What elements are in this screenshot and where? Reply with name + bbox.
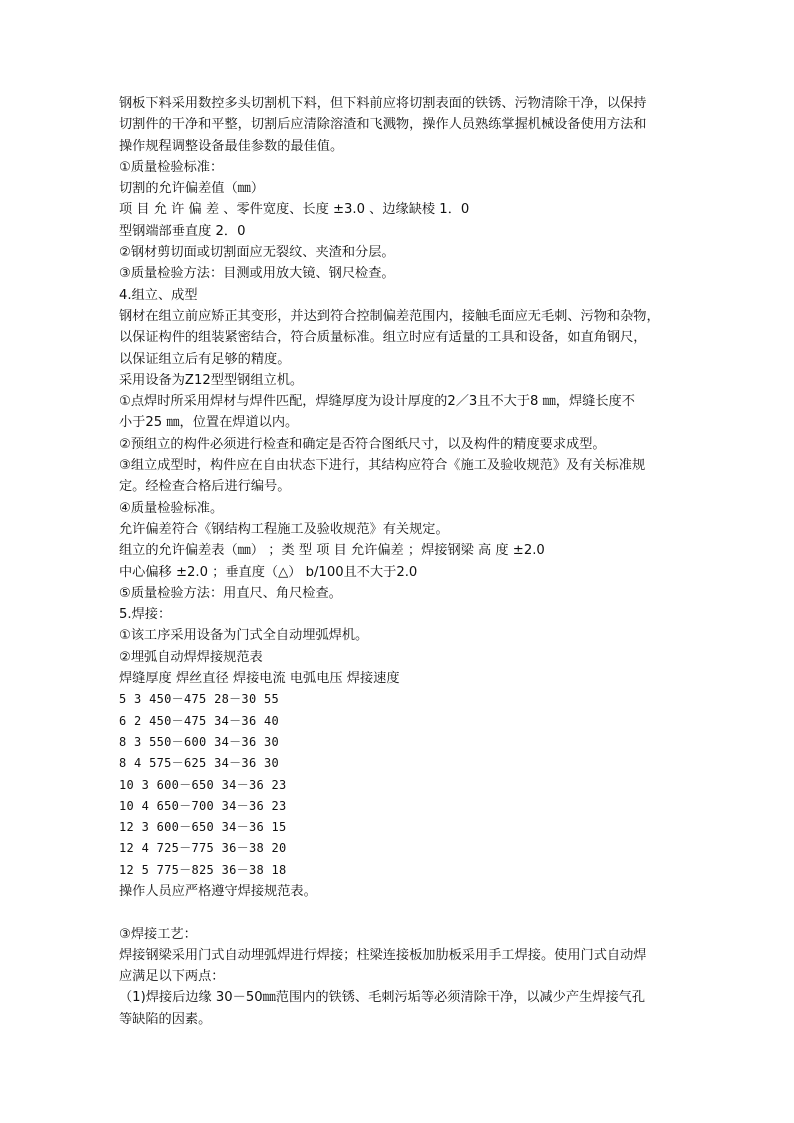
- paragraph-line: 操作规程调整设备最佳参数的最佳值。: [119, 138, 344, 154]
- blank-line: [119, 902, 685, 923]
- section-heading: 4.组立、成型: [119, 287, 198, 303]
- paragraph-line: 操作人员应严格遵守焊接规范表。: [119, 883, 317, 899]
- table-row: 10 3 600－650 34－36 23: [119, 777, 287, 792]
- paragraph-line: 小于25 ㎜，位置在焊道以内。: [119, 415, 299, 431]
- paragraph-line: 焊接钢梁采用门式自动埋弧焊进行焊接；柱梁连接板加肋板采用手工焊接。使用门式自动焊: [119, 947, 647, 963]
- table-row: 8 3 550－600 34－36 30: [119, 734, 280, 749]
- paragraph-line: 允许偏差符合《钢结构工程施工及验收规范》有关规定。: [119, 521, 449, 537]
- section-heading: ④质量检验标准。: [119, 500, 224, 516]
- table-row: 12 5 775－825 36－38 18: [119, 862, 287, 877]
- paragraph-line: 中心偏移 ±2.0 ；垂直度（△） b/100且不大于2.0: [119, 564, 418, 580]
- paragraph-line: （1)焊接后边缘 30－50㎜范围内的铁锈、毛刺污垢等必须清除干净，以减少产生焊接气孔: [119, 990, 646, 1006]
- paragraph-line: 组立的允许偏差表（㎜） ；类 型 项 目 允许偏差 ；焊接钢梁 高 度 ±2.0: [119, 543, 545, 559]
- paragraph-line: ①该工序采用设备为门式全自动埋弧焊机。: [119, 628, 369, 644]
- section-heading: ③焊接工艺：: [119, 926, 197, 942]
- paragraph-line: ①点焊时所采用焊材与焊件匹配，焊缝厚度为设计厚度的2／3且不大于8 ㎜，焊缝长度不: [119, 394, 635, 410]
- section-heading: ①质量检验标准：: [119, 159, 224, 175]
- table-row: 10 4 650－700 34－36 23: [119, 798, 287, 813]
- paragraph-line: ②钢材剪切面或切割面应无裂纹、夹渣和分层。: [119, 245, 395, 261]
- paragraph-line: 以保证构件的组装紧密结合，符合质量标准。组立时应有适量的工具和设备，如直角钢尺，: [119, 330, 647, 346]
- paragraph-line: 钢材在组立前应矫正其变形，并达到符合控制偏差范围内，接触毛面应无毛刺、污物和杂物，: [119, 308, 660, 324]
- paragraph-line: 钢板下料采用数控多头切割机下料，但下料前应将切割表面的铁锈、污物清除干净，以保持: [119, 96, 647, 111]
- paragraph-line: 定。经检查合格后进行编号。: [119, 479, 291, 495]
- paragraph-line: 项 目 允 许 偏 差 、零件宽度、长度 ±3.0 、边缘缺棱 1．0: [119, 202, 470, 218]
- paragraph-line: 型钢端部垂直度 2．0: [119, 223, 246, 239]
- table-row: 5 3 450－475 28－30 55: [119, 692, 280, 707]
- paragraph-line: ⑤质量检验方法：用直尺、角尺检查。: [119, 585, 342, 601]
- document-body: [119, 93, 685, 1030]
- table-row: 12 3 600－650 34－36 15: [119, 820, 287, 835]
- paragraph-line: 切割件的干净和平整，切割后应清除溶渣和飞溅物，操作人员熟练掌握机械设备使用方法和: [119, 117, 647, 133]
- table-header: 焊缝厚度 焊丝直径 焊接电流 电弧电压 焊接速度: [119, 671, 400, 687]
- paragraph-line: 应满足以下两点：: [119, 969, 225, 985]
- paragraph-line: 采用设备为Z12型型钢组立机。: [119, 372, 304, 388]
- paragraph-line: 以保证组立后有足够的精度。: [119, 351, 291, 367]
- paragraph-line: 等缺陷的因素。: [119, 1011, 212, 1027]
- paragraph-line: ③组立成型时，构件应在自由状态下进行，其结构应符合《施工及验收规范》及有关标准规: [119, 458, 646, 474]
- table-title: ②埋弧自动焊焊接规范表: [119, 649, 263, 665]
- table-row: 12 4 725－775 36－38 20: [119, 841, 287, 856]
- section-heading: 5.焊接：: [119, 607, 172, 623]
- table-row: 6 2 450－475 34－36 40: [119, 713, 280, 728]
- paragraph-line: 切割的允许偏差值（㎜）: [119, 181, 265, 197]
- paragraph-line: ③质量检验方法：目测或用放大镜、钢尺检查。: [119, 266, 395, 282]
- table-row: 8 4 575－625 34－36 30: [119, 756, 280, 771]
- paragraph-line: ②预组立的构件必须进行检查和确定是否符合图纸尺寸，以及构件的精度要求成型。: [119, 436, 606, 452]
